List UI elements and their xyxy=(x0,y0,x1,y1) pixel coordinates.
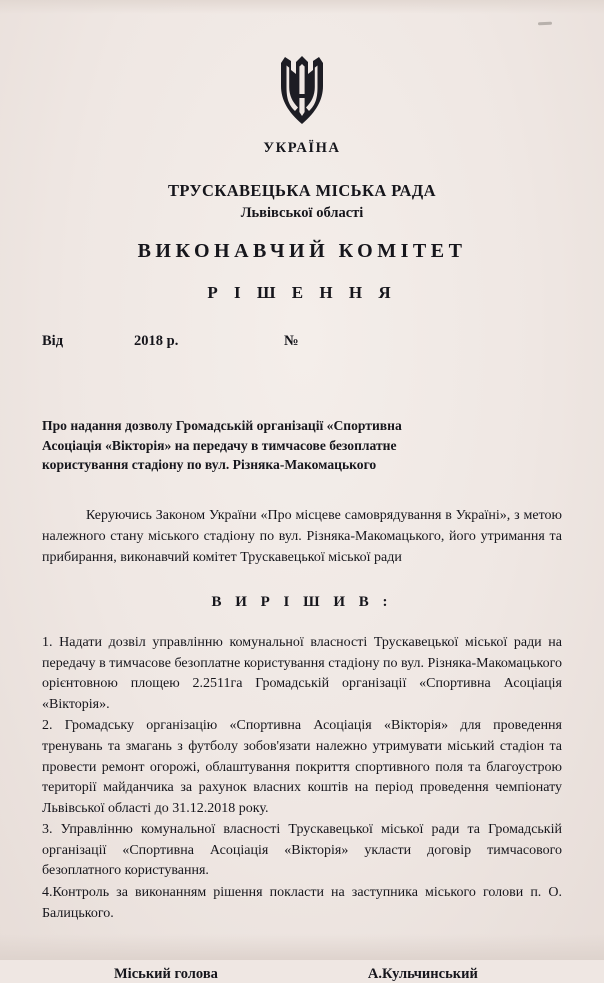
date-from-label: Від xyxy=(42,333,64,349)
document-number-label: № xyxy=(284,333,299,349)
document-meta-row xyxy=(42,333,562,350)
organization-name: ТРУСКАВЕЦЬКА МІСЬКА РАДА xyxy=(168,181,436,200)
resolution-item: 1. Надати дозвіл управлінню комунальної власності Трускавецької міської ради на передачу в тимчасове безоплатне користування стадіону по вул. Різняка-Макомацького орієнтовною площею 2.2511га Громадській організації «Спортивна Асоціація «Вікторія». xyxy=(42,635,562,712)
emblem-container xyxy=(42,54,562,126)
document-preamble: Керуючись Законом України «Про місцеве самоврядування в Україні», з метою належного стану міського стадіону по вул. Різняка-Макомацького, його утримання та прибирання, виконавчий комітет Трускавецької міської ради xyxy=(42,508,562,566)
resolution-heading: В И Р І Ш И В : xyxy=(211,594,393,611)
resolution-item: 4.Контроль за виконанням рішення покласти на заступника міського голови п. О. Балицького. xyxy=(42,885,562,921)
committee-title: ВИКОНАВЧИЙ КОМІТЕТ xyxy=(137,240,467,262)
signatory-name: А.Кульчинський xyxy=(367,966,478,983)
signatory-title: Міський голова xyxy=(114,966,218,983)
organization-region: Львівської області xyxy=(240,205,364,221)
resolution-item: 2. Громадську організацію «Спортивна Асоціація «Вікторія» для проведення тренувань та змагань з футболу зобов'язати належно утримувати міський стадіон та провести ремонт огорожі, облаштування покриття спортивного поля та благоустрою території майданчика за рахунок власних коштів на період проведення чемпіонату Львівської області до 31.12.2018 року. xyxy=(42,718,562,816)
document-subject: Про надання дозволу Громадській організації «Спортивна Асоціація «Вікторія» на передачу в тимчасове безоплатне користування стадіону по вул. Різняка-Макомацького xyxy=(42,418,402,473)
resolution-items xyxy=(42,633,562,924)
date-year: 2018 р. xyxy=(134,333,179,349)
country-title: УКРАЇНА xyxy=(263,140,341,156)
signature-block xyxy=(42,966,562,983)
resolution-item: 3. Управлінню комунальної власності Трускавецької міської ради та Громадській організації «Спортивна Асоціація «Вікторія» укласти договір тимчасового безоплатного користування. xyxy=(42,822,562,879)
document-type-heading: Р І Ш Е Н Н Я xyxy=(207,283,397,302)
ukraine-trident-coat-of-arms-icon xyxy=(276,54,328,126)
